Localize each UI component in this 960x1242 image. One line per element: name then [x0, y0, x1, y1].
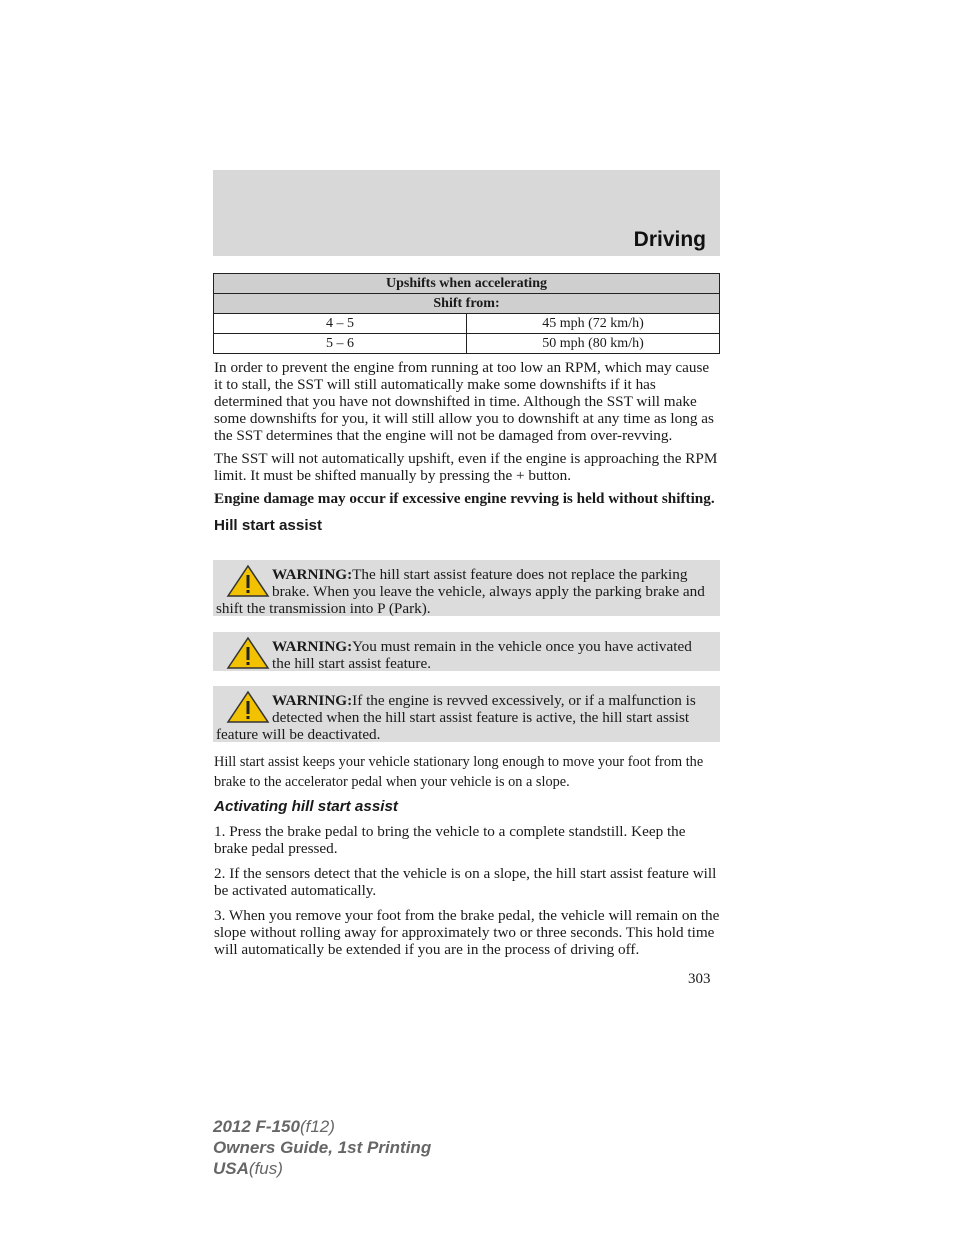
warning-triangle-icon [224, 564, 272, 598]
page-number: 303 [688, 971, 711, 987]
step-2: 2. If the sensors detect that the vehicle is on a slope, the hill start assist feature will be activated automatically. [214, 865, 717, 899]
warning-triangle-icon [224, 636, 272, 670]
speed-cell: 45 mph (72 km/h) [467, 314, 720, 334]
warning-text: If the engine is revved excessively, or if a malfunction is detected when the hill start assist feature is active, the hill start assist feature will be deactivated. [216, 692, 696, 743]
speed-cell: 50 mph (80 km/h) [467, 334, 720, 354]
warning-triangle-icon [224, 690, 272, 724]
footer-model-name: 2012 F-150 [213, 1117, 300, 1136]
table-title: Upshifts when accelerating [214, 274, 720, 294]
heading-activating: Activating hill start assist [214, 798, 398, 815]
table-row [214, 314, 720, 334]
footer-model [213, 1117, 335, 1136]
gear-cell: 4 – 5 [214, 314, 467, 334]
gear-cell: 5 – 6 [214, 334, 467, 354]
heading-hill-start: Hill start assist [214, 517, 323, 534]
step-3: 3. When you remove your foot from the brake pedal, the vehicle will remain on the slope without rolling away for approximately two or three seconds. This hold time will automatically be extended if you are in the process of driving off. [214, 907, 720, 958]
table-title-row [214, 274, 720, 294]
upshift-table [213, 273, 720, 354]
warning-label: WARNING: [272, 566, 353, 583]
table-row [214, 334, 720, 354]
warning-label: WARNING: [272, 638, 353, 655]
paragraph-downshift: In order to prevent the engine from running at too low an RPM, which may cause it to stall, the SST will still automatically make some downshifts if it has determined that you have not downshifted in time. Although the SST will make some downshifts for you, it will still allow you to downshift at any time as long as the SST determines that the engine will not be damaged from over-revving. [214, 359, 714, 444]
footer-market-code: (fus) [248, 1159, 283, 1178]
paragraph-upshift: The SST will not automatically upshift, even if the engine is approaching the RPM limit. It must be shifted manually by pressing the + button. [214, 450, 718, 484]
warning-box [213, 632, 720, 671]
step-1: 1. Press the brake pedal to bring the vehicle to a complete standstill. Keep the brake pedal pressed. [214, 823, 686, 857]
warning-text: The hill start assist feature does not replace the parking brake. When you leave the vehicle, always apply the parking brake and shift the transmission into P (Park). [216, 566, 705, 617]
table-subheader: Shift from: [214, 294, 720, 314]
section-title: Driving [633, 228, 706, 251]
footer-guide: Owners Guide, 1st Printing [213, 1138, 432, 1157]
table-subheader-row [214, 294, 720, 314]
footer-model-code: (f12) [299, 1117, 335, 1136]
footer-market [213, 1159, 283, 1178]
warning-box [213, 560, 720, 616]
warning-text: You must remain in the vehicle once you have activated the hill start assist feature. [272, 638, 692, 672]
warning-label: WARNING: [272, 692, 353, 709]
paragraph-hill-start-description: Hill start assist keeps your vehicle stationary long enough to move your foot from the brake to the accelerator pedal when your vehicle is on a slope. [214, 754, 704, 790]
section-header-band [213, 170, 720, 256]
warning-box [213, 686, 720, 742]
paragraph-engine-damage: Engine damage may occur if excessive engine revving is held without shifting. [214, 490, 715, 507]
footer-market-name: USA [213, 1159, 249, 1178]
